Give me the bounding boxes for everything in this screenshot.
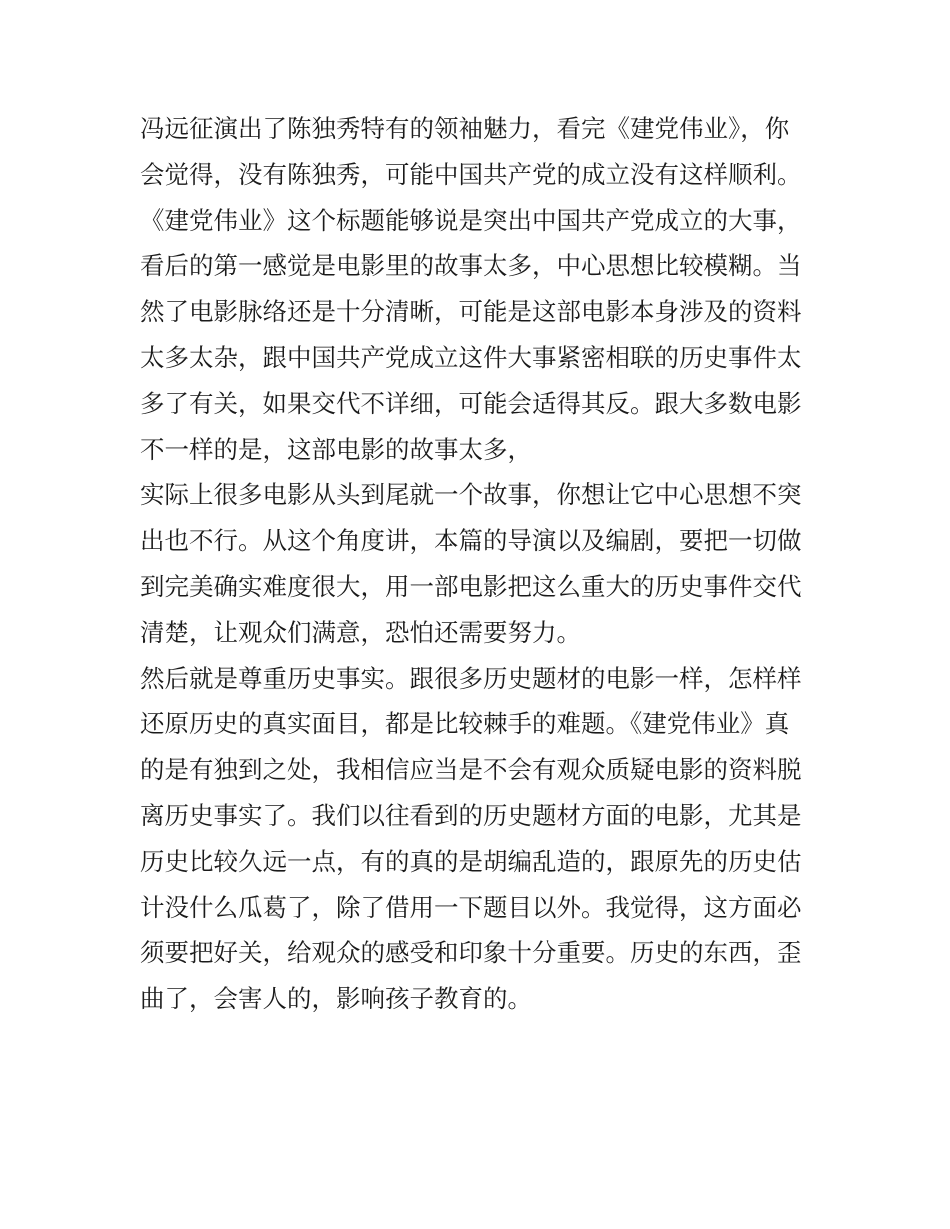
text-line: 还原历史的真实面目，都是比较棘手的难题。《建党伟业》真 xyxy=(140,709,790,739)
text-line: 冯远征演出了陈独秀特有的领袖魅力，看完《建党伟业》，你 xyxy=(140,114,790,143)
text-line: 历史比较久远一点，有的真的是胡编乱造的，跟原先的历史估 xyxy=(140,846,802,876)
text-line: 的是有独到之处，我相信应当是不会有观众质疑电影的资料脱 xyxy=(140,755,802,785)
text-line: 清楚，让观众们满意，恐怕还需要努力。 xyxy=(140,617,581,647)
text-line: 计没什么瓜葛了，除了借用一下题目以外。我觉得，这方面必 xyxy=(140,892,802,922)
text-line: 多了有关，如果交代不详细，可能会适得其反。跟大多数电影 xyxy=(140,388,802,418)
text-line: 然了电影脉络还是十分清晰，可能是这部电影本身涉及的资料 xyxy=(140,297,802,327)
document-body xyxy=(140,106,830,1022)
text-line: 到完美确实难度很大，用一部电影把这么重大的历史事件交代 xyxy=(140,571,802,601)
text-line: 太多太杂，跟中国共产党成立这件大事紧密相联的历史事件太 xyxy=(140,342,802,372)
text-line: 出也不行。从这个角度讲，本篇的导演以及编剧，要把一切做 xyxy=(140,526,802,556)
text-line: 离历史事实了。我们以往看到的历史题材方面的电影，尤其是 xyxy=(140,800,802,830)
text-line: 须要把好关，给观众的感受和印象十分重要。历史的东西，歪 xyxy=(140,938,802,968)
text-line: 会觉得，没有陈独秀，可能中国共产党的成立没有这样顺利。 xyxy=(140,159,802,189)
text-line: 看后的第一感觉是电影里的故事太多，中心思想比较模糊。当 xyxy=(140,251,802,281)
text-line: 然后就是尊重历史事实。跟很多历史题材的电影一样，怎样样 xyxy=(140,663,802,693)
text-line: 《建党伟业》这个标题能够说是突出中国共产党成立的大事， xyxy=(140,205,802,235)
text-line: 曲了，会害人的，影响孩子教育的。 xyxy=(140,984,532,1014)
text-line: 实际上很多电影从头到尾就一个故事，你想让它中心思想不突 xyxy=(140,480,802,510)
text-line: 不一样的是，这部电影的故事太多， xyxy=(140,434,532,464)
